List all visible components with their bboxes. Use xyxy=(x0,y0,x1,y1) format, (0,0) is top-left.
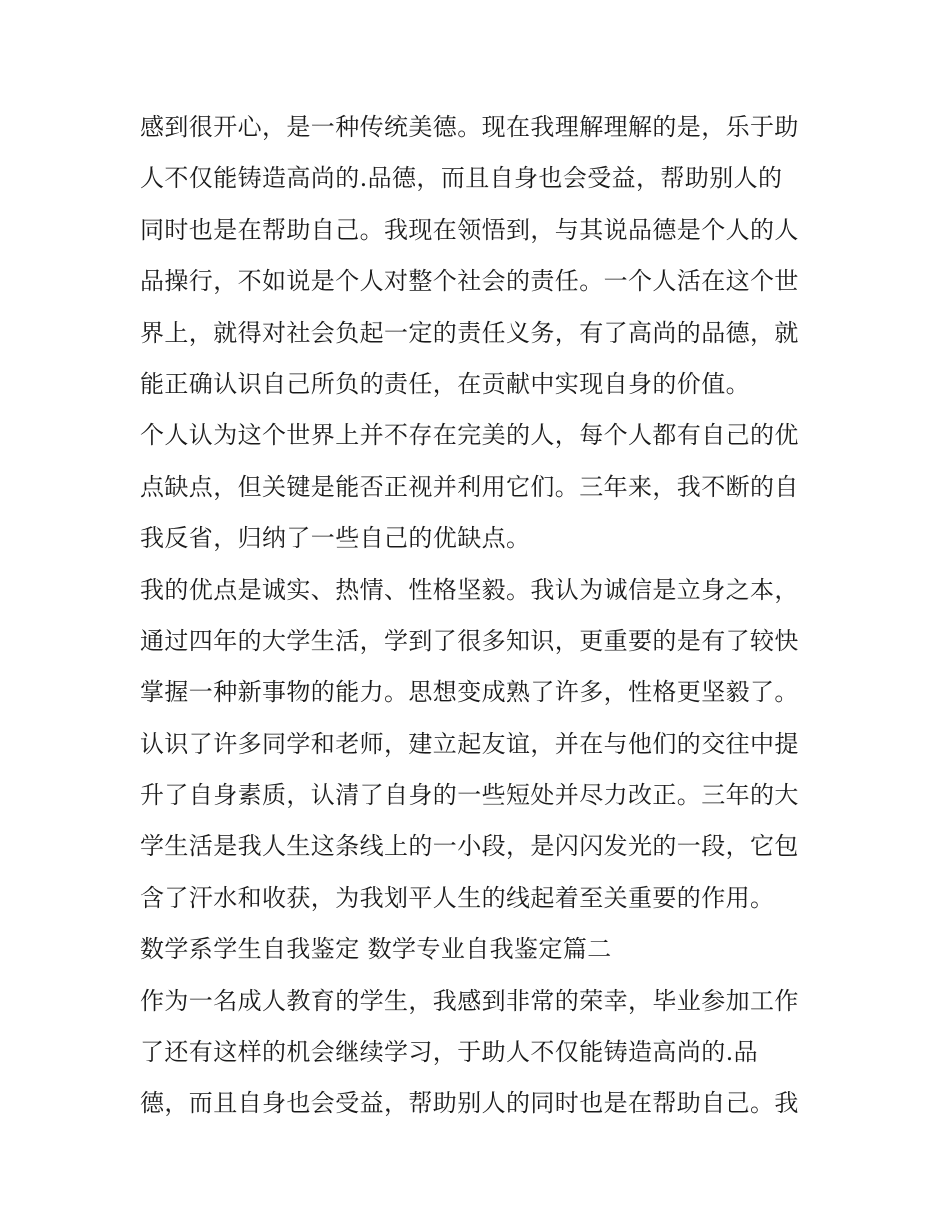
text-line: 作为一名成人教育的学生，我感到非常的荣幸，毕业参加工作 xyxy=(140,986,799,1015)
text-line: 能正确认识自己所负的责任，在贡献中实现自身的价值。 xyxy=(140,369,750,398)
text-line: 学生活是我人生这条线上的一小段，是闪闪发光的一段，它包 xyxy=(140,832,799,861)
text-line: 掌握一种新事物的能力。思想变成熟了许多，性格更坚毅了。 xyxy=(140,678,799,707)
text-line: 升了自身素质，认清了自身的一些短处并尽力改正。三年的大 xyxy=(140,781,799,810)
text-line: 界上，就得对社会负起一定的责任义务，有了高尚的品德，就 xyxy=(140,318,799,347)
text-line: 认识了许多同学和老师，建立起友谊，并在与他们的交往中提 xyxy=(140,729,799,758)
text-line: 通过四年的大学生活，学到了很多知识，更重要的是有了较快 xyxy=(140,626,799,655)
text-line: 含了汗水和收获，为我划平人生的线起着至关重要的作用。 xyxy=(140,883,775,912)
text-line: 个人认为这个世界上并不存在完美的人，每个人都有自己的优 xyxy=(140,421,799,450)
text-line: 我反省，归纳了一些自己的优缺点。 xyxy=(140,524,531,553)
section-heading: 数学系学生自我鉴定 数学专业自我鉴定篇二 xyxy=(140,935,612,964)
text-line: 我的优点是诚实、热情、性格坚毅。我认为诚信是立身之本， xyxy=(140,575,799,604)
text-line: 感到很开心，是一种传统美德。现在我理解理解的是，乐于助 xyxy=(140,113,799,141)
text-line: 同时也是在帮助自己。我现在领悟到，与其说品德是个人的人 xyxy=(140,215,799,244)
text-line: 点缺点，但关键是能否正视并利用它们。三年来，我不断的自 xyxy=(140,472,799,501)
text-line: 德，而且自身也会受益，帮助别人的同时也是在帮助自己。我 xyxy=(140,1089,799,1118)
text-line: 了还有这样的机会继续学习，于助人不仅能铸造高尚的.品 xyxy=(140,1038,759,1067)
text-line: 人不仅能铸造高尚的.品德，而且自身也会受益，帮助别人的 xyxy=(140,164,783,193)
body-text xyxy=(140,102,830,1130)
text-line: 品操行，不如说是个人对整个社会的责任。一个人活在这个世 xyxy=(140,267,799,296)
